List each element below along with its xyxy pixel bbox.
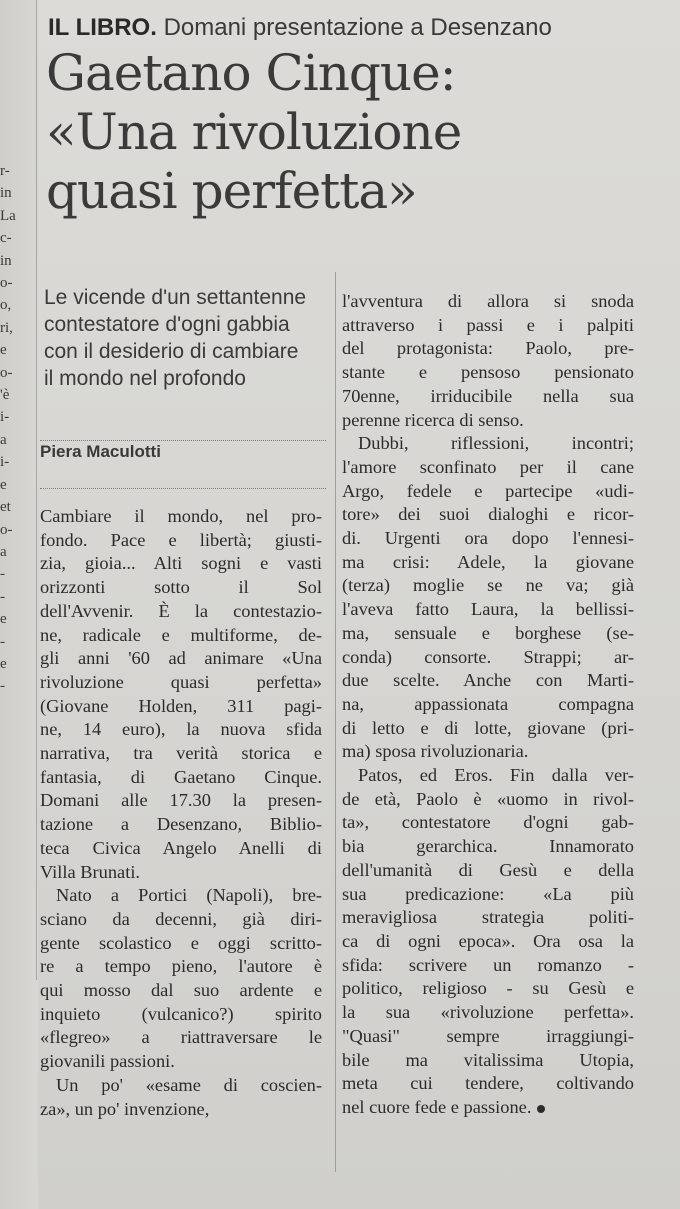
body-line: del protagonista: Paolo, pre- bbox=[342, 338, 634, 359]
edge-fragment: e bbox=[0, 342, 7, 359]
section-header bbox=[48, 14, 673, 42]
body-line: "Quasi" sempre irraggiungi- bbox=[342, 1025, 634, 1046]
body-line: la sua «rivoluzione perfetta». bbox=[342, 1002, 634, 1023]
body-line: di letto e di lotte, giovane (pri- bbox=[342, 717, 634, 738]
body-line: narrativa, tra verità storica e bbox=[40, 743, 322, 764]
column-divider bbox=[36, 0, 37, 980]
body-line: gli anni '60 ad animare «Una bbox=[40, 648, 322, 669]
body-line: zia, gioia... Alti sogni e vasti bbox=[40, 553, 322, 574]
dotted-divider bbox=[40, 488, 326, 489]
title-line: Gaetano Cinque: bbox=[46, 44, 456, 102]
body-line: Un po' «esame di coscien- bbox=[56, 1074, 322, 1095]
body-line: na, appassionata compagna bbox=[342, 693, 634, 714]
body-line: meta cui tendere, coltivando bbox=[342, 1073, 634, 1094]
body-line: perenne ricerca di senso. bbox=[342, 409, 524, 430]
body-line: tore» dei suoi dialoghi e ricor- bbox=[342, 504, 634, 525]
body-line: Argo, fedele e partecipe «udi- bbox=[342, 480, 634, 501]
body-line: Patos, ed Eros. Fin dalla ver- bbox=[358, 765, 634, 786]
body-line: orizzonti sotto il Sol bbox=[40, 577, 322, 598]
body-line: teca Civica Angelo Anelli di bbox=[40, 837, 322, 858]
body-line: za», un po' invenzione, bbox=[40, 1098, 210, 1119]
adjacent-column-text bbox=[0, 160, 34, 698]
edge-fragment: ri, bbox=[0, 319, 13, 336]
body-line: sciano da decenni, già diri- bbox=[40, 908, 322, 929]
body-line: ma) sposa rivoluzionaria. bbox=[342, 741, 529, 762]
body-line: sfida: scrivere un romanzo - bbox=[342, 954, 634, 975]
body-line: Cambiare il mondo, nel pro- bbox=[40, 506, 322, 526]
article-title bbox=[46, 44, 666, 221]
edge-fragment: - bbox=[0, 633, 5, 650]
body-line: inquieto (vulcanico?) spirito bbox=[40, 1003, 322, 1024]
author-byline: Piera Maculotti bbox=[40, 442, 161, 461]
edge-fragment: e bbox=[0, 655, 7, 672]
summary-line: Le vicende d'un settantenne bbox=[44, 286, 307, 309]
body-line: conda) consorte. Strappi; ar- bbox=[342, 646, 634, 667]
body-line: fantasia, di Gaetano Cinque. bbox=[40, 766, 322, 787]
edge-fragment: La bbox=[0, 207, 16, 224]
body-line: qui mosso dal suo ardente e bbox=[40, 980, 322, 1001]
header-kicker: Domani presentazione a Desenzano bbox=[163, 14, 552, 41]
edge-fragment: - bbox=[0, 588, 5, 605]
body-line: Domani alle 17.30 la presen- bbox=[40, 790, 322, 811]
title-line: quasi perfetta» bbox=[46, 162, 417, 220]
edge-fragment: r- bbox=[0, 163, 10, 179]
body-line: de età, Paolo è «uomo in rivol- bbox=[342, 788, 634, 809]
section-tag: IL LIBRO. bbox=[48, 14, 157, 41]
body-line: ne, radicale e multiforme, de- bbox=[40, 624, 322, 645]
body-line: due scelte. Anche con Marti- bbox=[342, 670, 634, 691]
body-line: l'avventura di allora si snoda bbox=[342, 291, 634, 311]
body-line: ma crisi: Adele, la giovane bbox=[342, 551, 634, 572]
body-column-left bbox=[40, 505, 322, 1121]
column-divider bbox=[335, 272, 336, 1172]
body-line: dell'Avvenir. È la contestazio- bbox=[40, 600, 322, 621]
body-line: di. Urgenti ora dopo l'ennesi- bbox=[342, 528, 634, 549]
body-line: politico, religioso - su Gesù e bbox=[342, 978, 634, 999]
body-line: re a tempo pieno, l'autore è bbox=[40, 956, 322, 977]
summary-line: con il desiderio di cambiare bbox=[44, 340, 299, 363]
title-line: «Una rivoluzione bbox=[46, 103, 462, 161]
body-line: rivoluzione quasi perfetta» bbox=[40, 671, 322, 692]
edge-fragment: o- bbox=[0, 275, 13, 292]
body-line: bile ma vitalissima Utopia, bbox=[342, 1049, 634, 1070]
body-line: (terza) moglie se ne va; già bbox=[342, 575, 634, 596]
body-line: nel cuore fede e passione. bbox=[342, 1096, 634, 1120]
edge-fragment: e bbox=[0, 476, 7, 493]
body-line: attraverso i passi e i palpiti bbox=[342, 314, 634, 335]
edge-fragment: in bbox=[0, 185, 12, 202]
body-line: ma, sensuale e borghese (se- bbox=[342, 622, 634, 643]
edge-fragment: - bbox=[0, 566, 5, 583]
edge-fragment: o, bbox=[0, 297, 12, 314]
body-line: Villa Brunati. bbox=[40, 861, 141, 882]
body-line: 70enne, irriducibile nella sua bbox=[342, 385, 634, 406]
body-line: Dubbi, riflessioni, incontri; bbox=[358, 433, 634, 454]
summary-line: contestatore d'ogni gabbia bbox=[44, 313, 290, 336]
end-of-article-mark bbox=[537, 1105, 545, 1113]
edge-fragment: a bbox=[0, 543, 7, 560]
edge-fragment: o- bbox=[0, 364, 13, 381]
article-summary bbox=[44, 284, 330, 392]
summary-line: il mondo nel profondo bbox=[44, 367, 246, 390]
edge-fragment: o- bbox=[0, 521, 13, 538]
edge-fragment: e bbox=[0, 611, 7, 628]
body-line: stante e pensoso pensionato bbox=[342, 362, 634, 383]
body-line: l'amore sconfinato per il cane bbox=[342, 456, 634, 477]
edge-fragment: i- bbox=[0, 454, 10, 471]
edge-fragment: i- bbox=[0, 409, 10, 426]
body-line: fondo. Pace e libertà; giusti- bbox=[40, 529, 322, 550]
body-line: ne, 14 euro), la nuova sfida bbox=[40, 719, 322, 740]
body-line: sua predicazione: «La più bbox=[342, 883, 634, 904]
body-column-right bbox=[342, 290, 634, 1120]
body-line: gente scolastico e oggi scritto- bbox=[40, 932, 322, 953]
edge-fragment: c- bbox=[0, 230, 12, 247]
body-line: meravigliosa strategia politi- bbox=[342, 907, 634, 928]
dotted-divider bbox=[40, 440, 326, 441]
body-line: dell'umanità di Gesù e della bbox=[342, 859, 634, 880]
edge-fragment: et bbox=[0, 499, 11, 516]
edge-fragment: in bbox=[0, 252, 12, 269]
edge-fragment: 'è bbox=[0, 387, 10, 404]
body-line: (Giovane Holden, 311 pagi- bbox=[40, 695, 322, 716]
body-line: l'aveva fatto Laura, la bellissi- bbox=[342, 599, 634, 620]
body-line: ca di ogni epoca». Ora osa la bbox=[342, 930, 634, 951]
body-line: Nato a Portici (Napoli), bre- bbox=[56, 885, 322, 906]
body-line: «flegreo» a riattraversare le bbox=[40, 1027, 322, 1048]
body-line: giovanili passioni. bbox=[40, 1051, 175, 1072]
body-line: bia gerarchica. Innamorato bbox=[342, 836, 634, 857]
edge-fragment: - bbox=[0, 678, 5, 695]
body-line: ta», contestatore d'ogni gab- bbox=[342, 812, 634, 833]
body-line: tazione a Desenzano, Biblio- bbox=[40, 814, 322, 835]
edge-fragment: a bbox=[0, 431, 7, 448]
